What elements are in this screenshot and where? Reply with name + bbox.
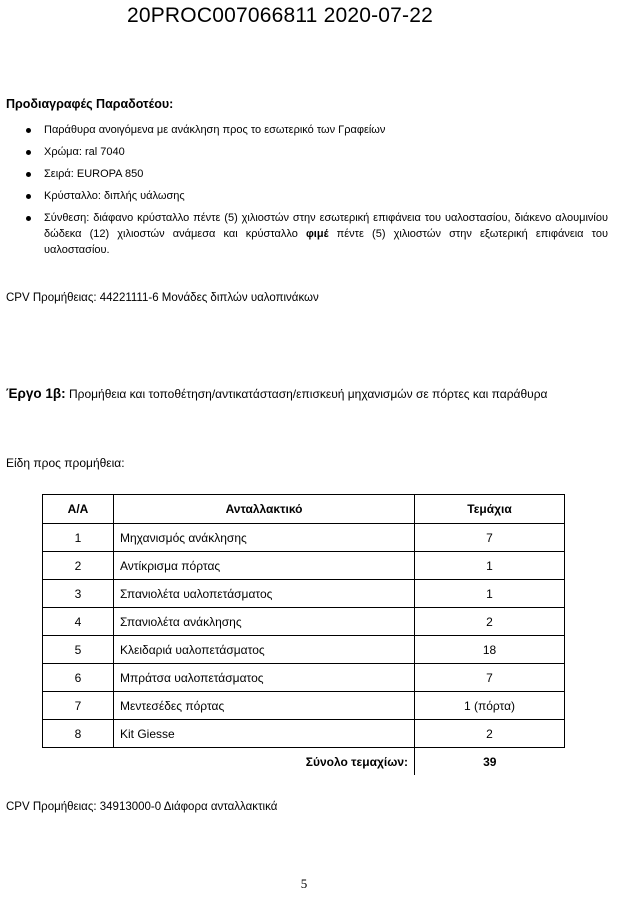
bullet-text: Κρύσταλλο: διπλής υάλωσης	[44, 190, 185, 202]
bullet-dot-icon	[26, 172, 31, 177]
table-total-row	[43, 748, 565, 776]
row-number: 8	[43, 720, 114, 748]
total-value: 39	[415, 748, 565, 776]
row-number: 3	[43, 580, 114, 608]
part-name: Μπράτσα υαλοπετάσματος	[114, 664, 415, 692]
specs-bullet-item	[6, 188, 608, 204]
part-name: Μηχανισμός ανάκλησης	[114, 524, 415, 552]
part-quantity: 7	[415, 524, 565, 552]
table-row	[43, 580, 565, 608]
project-description: Προμήθεια και τοποθέτηση/αντικατάσταση/επισκευή μηχανισμών σε πόρτες και παράθυρα	[65, 387, 548, 401]
specs-bullet-list	[6, 122, 608, 264]
table-row	[43, 552, 565, 580]
part-name: Κλειδαριά υαλοπετάσματος	[114, 636, 415, 664]
document-title: 20PROC007066811 2020-07-22	[126, 4, 434, 27]
specs-heading: Προδιαγραφές Παραδοτέου:	[6, 97, 174, 111]
table-row	[43, 636, 565, 664]
bullet-dot-icon	[26, 128, 31, 133]
bullet-dot-icon	[26, 150, 31, 155]
project-label: Έργο 1β:	[6, 386, 66, 401]
bullet-text: Παράθυρα ανοιγόμενα με ανάκληση προς το εσωτερικό των Γραφείων	[44, 124, 386, 136]
table-row	[43, 524, 565, 552]
part-quantity: 2	[415, 608, 565, 636]
cpv-spare-parts: CPV Προμήθειας: 34913000-0 Διάφορα ανταλλακτικά	[6, 801, 278, 813]
composition-emphasis: φιμέ	[305, 228, 329, 240]
bullet-dot-icon	[26, 194, 31, 199]
part-quantity: 1	[415, 552, 565, 580]
items-intro: Είδη προς προμήθεια:	[6, 456, 125, 470]
part-quantity: 1	[415, 580, 565, 608]
column-header-part: Ανταλλακτικό	[114, 495, 415, 524]
part-name: Σπανιολέτα υαλοπετάσματος	[114, 580, 415, 608]
part-name: Αντίκρισμα πόρτας	[114, 552, 415, 580]
part-name: Μεντεσέδες πόρτας	[114, 692, 415, 720]
specs-bullet-item	[6, 144, 608, 160]
part-quantity: 7	[415, 664, 565, 692]
page-number: 5	[300, 876, 308, 891]
total-spacer	[43, 748, 114, 776]
table-row	[43, 692, 565, 720]
project-heading	[6, 386, 547, 401]
column-header-number: Α/Α	[43, 495, 114, 524]
column-header-quantity: Τεμάχια	[415, 495, 565, 524]
part-quantity: 2	[415, 720, 565, 748]
part-quantity: 18	[415, 636, 565, 664]
table-row	[43, 608, 565, 636]
composition-text-start: Σύνθεση: διάφανο κρύσταλλο πέντε (5) χιλιοστών στην εσωτερική επιφάνεια του υαλοστασίου, διάκενο αλουμινίου δώδεκα (12) χιλιοστών ανάμεσα και κρύσταλλο	[44, 212, 608, 240]
row-number: 4	[43, 608, 114, 636]
table-row	[43, 664, 565, 692]
row-number: 2	[43, 552, 114, 580]
row-number: 5	[43, 636, 114, 664]
bullet-text: Χρώμα: ral 7040	[44, 146, 125, 158]
specs-bullet-item	[6, 166, 608, 182]
cpv-windows: CPV Προμήθειας: 44221111-6 Μονάδες διπλών υαλοπινάκων	[6, 292, 319, 304]
row-number: 7	[43, 692, 114, 720]
total-label: Σύνολο τεμαχίων:	[114, 748, 415, 776]
bullet-text	[44, 212, 608, 256]
row-number: 6	[43, 664, 114, 692]
part-name: Σπανιολέτα ανάκλησης	[114, 608, 415, 636]
bullet-dot-icon	[26, 216, 31, 221]
row-number: 1	[43, 524, 114, 552]
specs-bullet-item	[6, 210, 608, 258]
part-quantity: 1 (πόρτα)	[415, 692, 565, 720]
spare-parts-table	[42, 494, 565, 775]
part-name: Kit Giesse	[114, 720, 415, 748]
specs-bullet-item	[6, 122, 608, 138]
table-row	[43, 720, 565, 748]
bullet-text: Σειρά: EUROPA 850	[44, 168, 144, 180]
composition-text-end: πέντε (5) χιλιοστών στην εξωτερική επιφάνεια του υαλοστασίου.	[44, 228, 608, 256]
table-header-row	[43, 495, 565, 524]
